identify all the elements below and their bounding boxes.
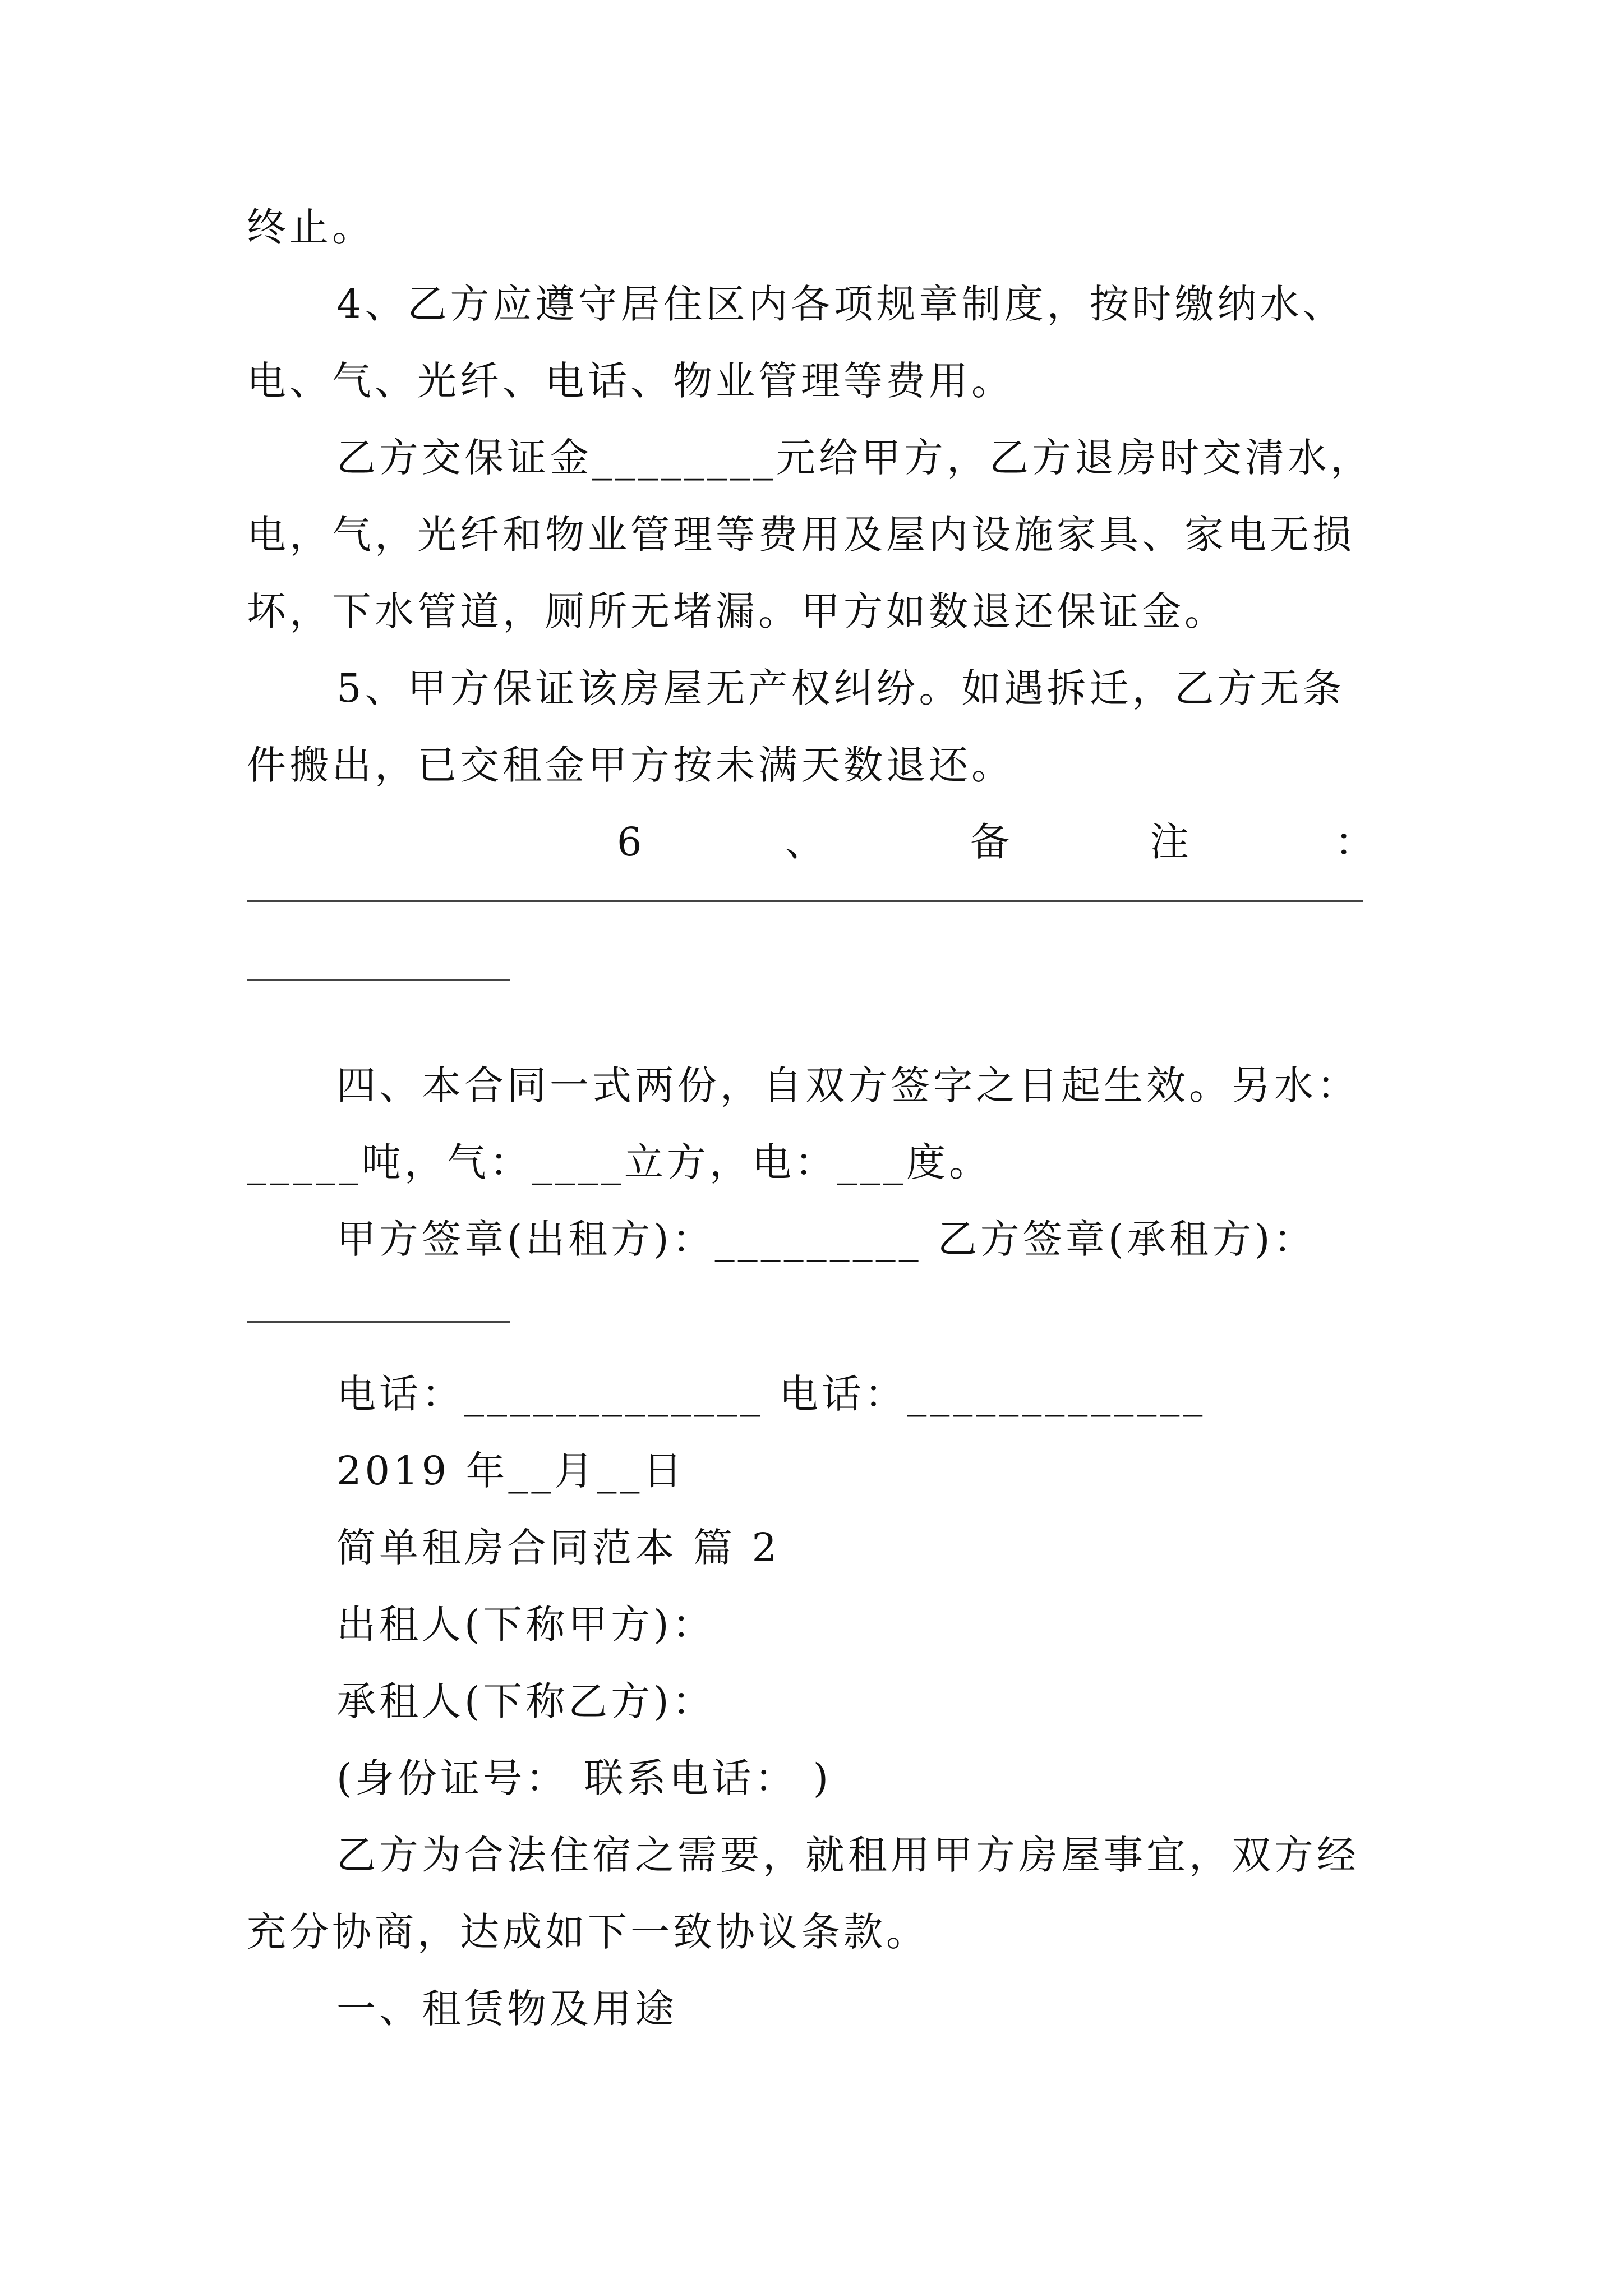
id-contact-line: (身份证号： 联系电话： ) [336,1755,832,1801]
text-line: 坏，下水管道，厕所无堵漏。甲方如数退还保证金。 [247,588,1227,634]
deposit-clause: 乙方交保证金________元给甲方，乙方退房时交清水， [336,435,1373,481]
section-4: 四、本合同一式两份，自双方签字之日起生效。另水： [336,1062,1359,1108]
remarks-blank-line [247,900,1363,902]
clause-4: 4、乙方应遵守居住区内各项规章制度，按时缴纳水、 [336,281,1345,327]
preamble: 乙方为合法住宿之需要，就租用甲方房屋事宜，双方经 [336,1832,1359,1878]
remarks-char: 备 [970,819,1009,865]
signature-blank-line [247,1321,510,1323]
text-line: 电、气、光纤、电话、物业管理等费用。 [247,358,1014,404]
text-line: 件搬出，已交租金甲方按未满天数退还。 [247,742,1014,788]
remarks-char: 、 [785,819,824,865]
remarks-char: 注 [1150,819,1189,865]
remarks-heading [247,817,1374,867]
phone-line: 电话：_____________ 电话：_____________ [336,1371,1206,1417]
signature-line: 甲方签章(出租方)：_________ 乙方签章(承租方)： [336,1216,1316,1262]
text-line: 电，气，光纤和物业管理等费用及屋内设施家具、家电无损 [247,512,1355,558]
clause-5: 5、甲方保证该房屋无产权纠纷。如遇拆迁，乙方无条 [336,665,1345,711]
lessor-line: 出租人(下称甲方)： [336,1602,715,1648]
lessee-line: 承租人(下称乙方)： [336,1678,715,1724]
remarks-char: 6 [617,819,642,865]
contract-title: 简单租房合同范本 篇 2 [336,1525,781,1571]
remarks-blank-line [247,979,510,981]
remarks-char: ： [1335,819,1374,865]
text-line: 终止。 [247,204,375,250]
section-1-heading: 一、租赁物及用途 [336,1986,677,2032]
utility-readings: _____吨，气：____立方，电：___度。 [247,1139,992,1185]
date-line: 2019 年__月__日 [336,1448,686,1494]
text-line: 充分协商，达成如下一致协议条款。 [247,1909,929,1955]
